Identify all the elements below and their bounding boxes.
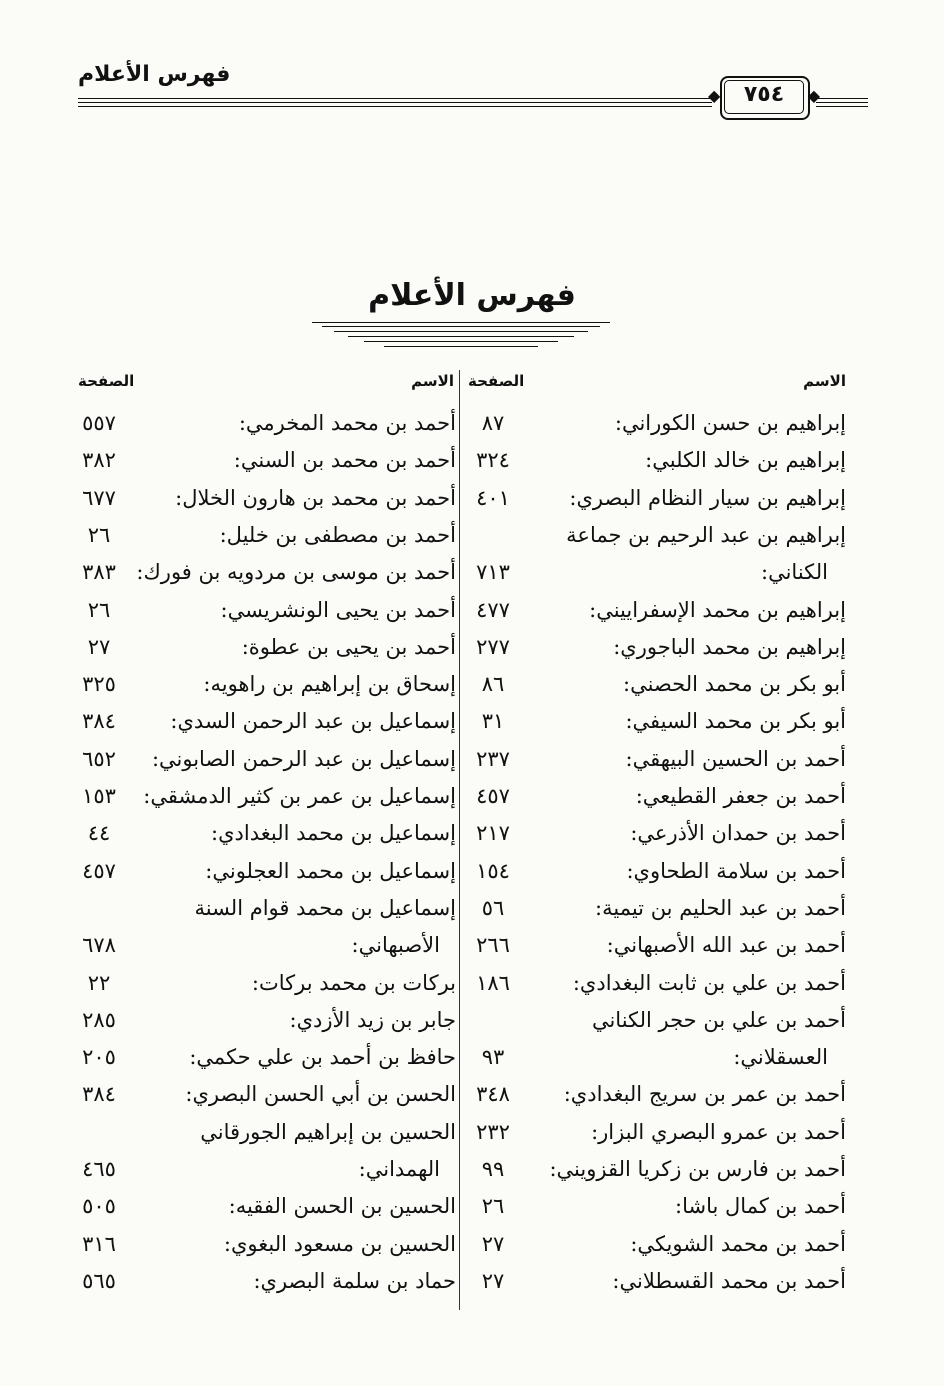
index-entry-name: إسماعيل بن عبد الرحمن الصابوني: xyxy=(151,746,456,771)
column-divider xyxy=(459,370,460,1310)
index-entry-page: ١٥٤ xyxy=(476,858,510,883)
index-entry-page: ٦٥٢ xyxy=(82,746,116,771)
index-entry-name: العسقلاني: xyxy=(733,1045,828,1070)
title-rule xyxy=(384,346,538,347)
index-entry-name: أحمد بن محمد المخرمي: xyxy=(238,411,456,435)
index-entry-page: ٨٦ xyxy=(481,672,505,697)
index-entry-page: ٣٢٤ xyxy=(476,448,510,473)
index-entry-page: ٢٠٥ xyxy=(82,1045,116,1070)
index-entry-page: ٥٦٥ xyxy=(82,1268,116,1293)
index-entry-name: أحمد بن محمد بن هارون الخلال: xyxy=(175,485,456,510)
index-entry-name: إسماعيل بن عبد الرحمن السدي: xyxy=(170,709,456,734)
index-entry-name: بركات بن محمد بركات: xyxy=(251,970,456,995)
index-entry-name: أحمد بن يحيى الونشريسي: xyxy=(220,597,456,622)
index-entry-name: الحسن بن أبي الحسن البصري: xyxy=(185,1082,456,1107)
ornament-icon: ◆ xyxy=(807,86,820,105)
title-rule xyxy=(364,341,558,342)
index-entry-page: ٤٤ xyxy=(87,821,111,846)
index-entry-page: ٢٣٢ xyxy=(476,1119,510,1144)
index-entry-page: ٨٧ xyxy=(481,411,505,435)
index-entry-name: أحمد بن مصطفى بن خليل: xyxy=(219,522,456,547)
index-entry-page: ٢٦٦ xyxy=(476,933,510,958)
index-entry-name: أحمد بن محمد الشويكي: xyxy=(630,1231,846,1256)
index-entry-name: أبو بكر بن محمد الحصني: xyxy=(623,672,846,697)
index-entry-page: ٤٧٧ xyxy=(476,597,510,622)
index-entry-name: أحمد بن عبد الحليم بن تيمية: xyxy=(595,895,846,920)
index-entry-name: الكناني: xyxy=(761,560,828,585)
index-entry-page: ٢٧٧ xyxy=(476,634,510,659)
index-entry-name: أحمد بن الحسين البيهقي: xyxy=(625,746,846,771)
index-entry-page: ٣٨٤ xyxy=(82,1082,116,1107)
index-entry-name: حماد بن سلمة البصري: xyxy=(253,1268,456,1293)
index-entry-name: أحمد بن محمد القسطلاني: xyxy=(612,1268,846,1293)
index-entry-page: ٣٢٥ xyxy=(82,672,116,697)
index-entry-name: إبراهيم بن محمد الإسفراييني: xyxy=(589,597,846,622)
index-entry-name: الأصبهاني: xyxy=(351,933,440,958)
index-entry-page: ٤٥٧ xyxy=(82,858,116,883)
index-entry-page: ٢٦ xyxy=(481,1194,505,1219)
index-entry-page: ٢٢ xyxy=(87,970,111,995)
index-entry-name: الهمداني: xyxy=(358,1157,440,1181)
index-entry-name: إبراهيم بن حسن الكوراني: xyxy=(614,411,846,435)
index-entry-page: ٢٨٥ xyxy=(82,1007,116,1032)
index-entry-page: ٢٦ xyxy=(87,522,111,547)
index-entry-name: إبراهيم بن محمد الباجوري: xyxy=(613,634,846,659)
index-entry-name: الحسين بن الحسن الفقيه: xyxy=(228,1194,456,1219)
title-rule xyxy=(312,322,610,323)
index-entry-name: أحمد بن علي بن ثابت البغدادي: xyxy=(572,970,846,995)
running-title: فهرس الأعلام xyxy=(78,62,231,87)
index-entry-name: إسماعيل بن محمد العجلوني: xyxy=(205,858,456,883)
index-entry-name: إسماعيل بن محمد قوام السنة xyxy=(194,895,456,920)
index-entry-page: ٥٦ xyxy=(481,895,505,920)
ornament-icon: ◆ xyxy=(708,86,721,105)
index-entry-page: ٢٧ xyxy=(87,634,111,659)
index-entry-page: ٢٧ xyxy=(481,1268,505,1293)
index-entry-page: ٣٨٣ xyxy=(82,560,116,585)
title-rule xyxy=(348,336,574,337)
index-entry-name: أحمد بن كمال باشا: xyxy=(675,1194,846,1219)
index-entry-page: ٥٠٥ xyxy=(82,1194,116,1219)
index-entry-page: ٣٤٨ xyxy=(476,1082,510,1107)
title-rule xyxy=(322,326,600,327)
right-page-header: الصفحة xyxy=(468,372,525,390)
index-entry-name: الحسين بن إبراهيم الجورقاني xyxy=(200,1119,456,1144)
right-name-header: الاسم xyxy=(803,372,846,390)
index-entry-name: حافظ بن أحمد بن علي حكمي: xyxy=(189,1045,456,1070)
index-entry-name: أحمد بن جعفر القطيعي: xyxy=(635,784,846,808)
index-entry-page: ٥٥٧ xyxy=(82,411,116,435)
index-entry-page: ٦٧٨ xyxy=(82,933,116,958)
index-entry-name: أحمد بن علي بن حجر الكناني xyxy=(591,1007,846,1032)
page-number: ٧٥٤ xyxy=(743,82,785,107)
index-entry-name: أحمد بن حمدان الأذرعي: xyxy=(630,821,846,846)
index-entry-name: إبراهيم بن سيار النظام البصري: xyxy=(569,485,846,510)
index-entry-page: ٩٩ xyxy=(481,1157,505,1181)
index-entry-name: إبراهيم بن خالد الكلبي: xyxy=(645,448,846,473)
index-entry-name: أحمد بن فارس بن زكريا القزويني: xyxy=(549,1157,846,1181)
index-entry-name: أحمد بن محمد بن السني: xyxy=(233,448,456,473)
index-entry-name: أبو بكر بن محمد السيفي: xyxy=(625,709,846,734)
index-entry-page: ٣٨٤ xyxy=(82,709,116,734)
index-entry-page: ٢٧ xyxy=(481,1231,505,1256)
index-entry-name: جابر بن زيد الأزدي: xyxy=(289,1007,456,1032)
index-entry-name: أحمد بن سلامة الطحاوي: xyxy=(626,858,846,883)
title-rule xyxy=(334,331,588,332)
left-name-header: الاسم xyxy=(411,372,454,390)
left-page-header: الصفحة xyxy=(78,372,135,390)
index-entry-page: ٩٣ xyxy=(481,1045,505,1070)
index-entry-page: ٣٨٢ xyxy=(82,448,116,473)
index-title: فهرس الأعلام xyxy=(368,278,576,313)
index-entry-name: أحمد بن يحيى بن عطوة: xyxy=(241,634,456,659)
index-entry-name: أحمد بن عبد الله الأصبهاني: xyxy=(606,933,846,958)
page-number-badge xyxy=(708,74,820,120)
index-entry-page: ٤٥٧ xyxy=(476,784,510,808)
index-entry-name: الحسين بن مسعود البغوي: xyxy=(223,1231,456,1256)
index-entry-name: إسماعيل بن عمر بن كثير الدمشقي: xyxy=(143,784,456,808)
index-entry-page: ٣١٦ xyxy=(82,1231,116,1256)
index-entry-name: أحمد بن عمرو البصري البزار: xyxy=(591,1119,846,1144)
index-entry-page: ٢١٧ xyxy=(476,821,510,846)
index-entry-page: ٢٣٧ xyxy=(476,746,510,771)
index-entry-name: إسماعيل بن محمد البغدادي: xyxy=(211,821,456,846)
index-entry-name: إبراهيم بن عبد الرحيم بن جماعة xyxy=(566,522,846,547)
index-entry-page: ٤٠١ xyxy=(476,485,510,510)
index-entry-name: أحمد بن عمر بن سريج البغدادي: xyxy=(563,1082,846,1107)
index-entry-name: أحمد بن موسى بن مردويه بن فورك: xyxy=(136,560,456,585)
index-entry-page: ٤٦٥ xyxy=(82,1157,116,1181)
index-entry-page: ١٨٦ xyxy=(476,970,510,995)
index-entry-name: إسحاق بن إبراهيم بن راهويه: xyxy=(203,672,456,697)
index-entry-page: ٧١٣ xyxy=(476,560,510,585)
index-entry-page: ١٥٣ xyxy=(82,784,116,808)
index-entry-page: ٣١ xyxy=(481,709,505,734)
index-entry-page: ٢٦ xyxy=(87,597,111,622)
index-entry-page: ٦٧٧ xyxy=(82,485,116,510)
